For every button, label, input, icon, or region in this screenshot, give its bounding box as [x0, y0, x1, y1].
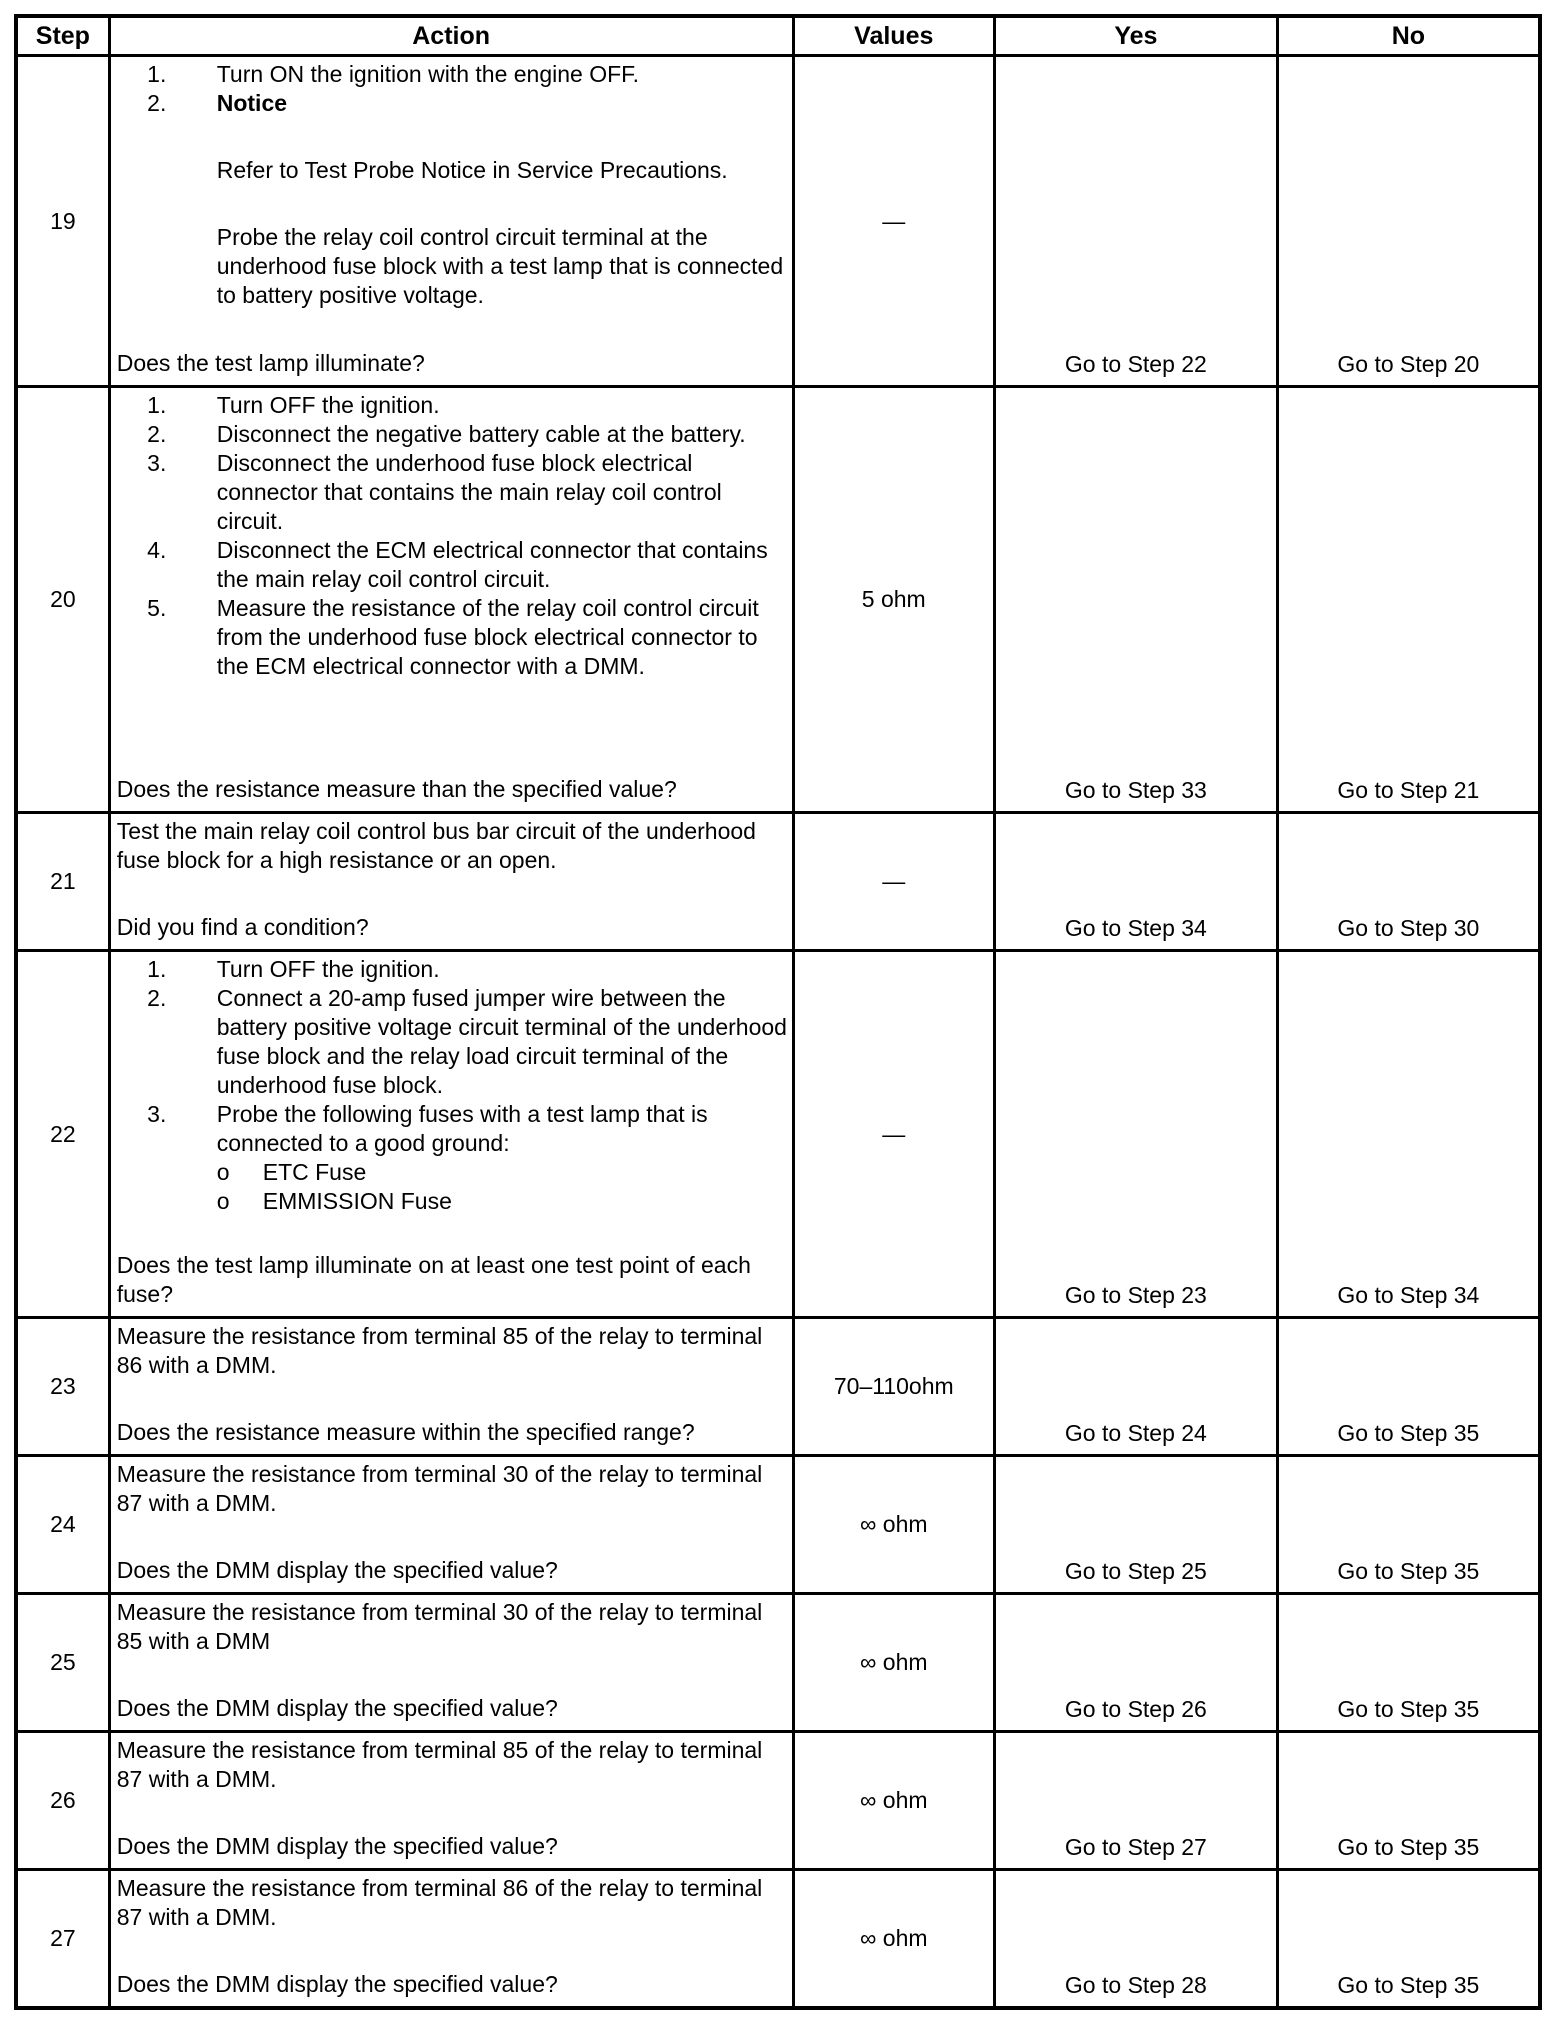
no-cell: Go to Step 20	[1277, 56, 1540, 387]
step-number: 27	[16, 1870, 109, 2008]
yes-cell: Go to Step 34	[995, 813, 1278, 951]
value-cell: —	[793, 813, 995, 951]
table-row	[16, 1456, 1540, 1594]
action-cell	[109, 1318, 793, 1456]
action-cell	[109, 1456, 793, 1594]
table-row	[16, 1732, 1540, 1870]
action-cell	[109, 387, 793, 813]
header-no: No	[1277, 16, 1540, 56]
table-row	[16, 951, 1540, 1318]
action-question: Does the DMM display the specified value?	[116, 1971, 558, 1997]
value-cell: —	[793, 56, 995, 387]
action-question: Does the DMM display the specified value?	[116, 1695, 558, 1721]
step-number: 24	[16, 1456, 109, 1594]
no-cell: Go to Step 35	[1277, 1732, 1540, 1870]
action-cell	[109, 813, 793, 951]
step-number: 21	[16, 813, 109, 951]
action-step	[173, 89, 788, 310]
action-step-text: Probe the following fuses with a test lamp that is connected to a good ground:	[216, 1101, 708, 1156]
value-cell: ∞ ohm	[793, 1870, 995, 2008]
table-row	[16, 56, 1540, 387]
action-text: Test the main relay coil control bus bar circuit of the underhood fuse block for a high resistance or an open.	[116, 818, 756, 873]
no-cell: Go to Step 30	[1277, 813, 1540, 951]
yes-cell: Go to Step 22	[995, 56, 1278, 387]
value-cell: —	[793, 951, 995, 1318]
action-text: Measure the resistance from terminal 85 of the relay to terminal 87 with a DMM.	[116, 1737, 763, 1792]
action-cell	[109, 1870, 793, 2008]
yes-cell: Go to Step 33	[995, 387, 1278, 813]
action-step: 2. Connect a 20-amp fused jumper wire between the battery positive voltage circuit terminal of the underhood fuse block and the relay load circuit terminal of the underhood fuse block.	[173, 984, 788, 1100]
action-step: 1. Turn ON the ignition with the engine OFF.	[173, 60, 788, 89]
action-step: 4. Disconnect the ECM electrical connector that contains the main relay coil control circuit.	[173, 536, 788, 594]
header-values: Values	[793, 16, 995, 56]
action-steps	[117, 955, 788, 1216]
action-step	[173, 1100, 788, 1216]
action-question: Does the DMM display the specified value?	[116, 1557, 558, 1583]
action-question: Did you find a condition?	[116, 914, 369, 940]
action-text: Measure the resistance from terminal 86 of the relay to terminal 87 with a DMM.	[116, 1875, 763, 1930]
table-row	[16, 1594, 1540, 1732]
header-row	[16, 16, 1540, 56]
table-row	[16, 1318, 1540, 1456]
yes-cell: Go to Step 28	[995, 1870, 1278, 2008]
value-cell: 5 ohm	[793, 387, 995, 813]
action-question: Does the resistance measure within the specified range?	[116, 1419, 695, 1445]
action-steps	[117, 60, 788, 310]
value-cell: 70–110ohm	[793, 1318, 995, 1456]
no-cell: Go to Step 35	[1277, 1870, 1540, 2008]
yes-cell: Go to Step 26	[995, 1594, 1278, 1732]
action-text: Measure the resistance from terminal 30 of the relay to terminal 87 with a DMM.	[116, 1461, 763, 1516]
notice-text: Refer to Test Probe Notice in Service Precautions.	[216, 157, 728, 183]
fuse-list	[117, 1158, 788, 1216]
step-number: 20	[16, 387, 109, 813]
no-cell: Go to Step 21	[1277, 387, 1540, 813]
action-cell	[109, 951, 793, 1318]
yes-cell: Go to Step 25	[995, 1456, 1278, 1594]
diagnostic-table	[14, 14, 1542, 2010]
action-step: 3. Disconnect the underhood fuse block electrical connector that contains the main relay coil control circuit.	[173, 449, 788, 536]
action-steps	[117, 391, 788, 681]
action-step: 2. Disconnect the negative battery cable at the battery.	[173, 420, 788, 449]
table-row	[16, 813, 1540, 951]
action-step: 1. Turn OFF the ignition.	[173, 391, 788, 420]
yes-cell: Go to Step 23	[995, 951, 1278, 1318]
no-cell: Go to Step 35	[1277, 1594, 1540, 1732]
header-action: Action	[109, 16, 793, 56]
step-number: 26	[16, 1732, 109, 1870]
action-cell	[109, 1732, 793, 1870]
step-number: 25	[16, 1594, 109, 1732]
step-number: 22	[16, 951, 109, 1318]
action-text: Measure the resistance from terminal 30 of the relay to terminal 85 with a DMM	[116, 1599, 763, 1654]
step-number: 19	[16, 56, 109, 387]
action-question: Does the resistance measure than the specified value?	[116, 776, 677, 802]
action-question: Does the test lamp illuminate?	[116, 350, 425, 376]
action-step: 5. Measure the resistance of the relay coil control circuit from the underhood fuse block electrical connector to the ECM electrical connector with a DMM.	[173, 594, 788, 681]
yes-cell: Go to Step 27	[995, 1732, 1278, 1870]
fuse-item: o ETC Fuse	[217, 1158, 788, 1187]
no-cell: Go to Step 35	[1277, 1456, 1540, 1594]
action-cell	[109, 1594, 793, 1732]
action-question: Does the test lamp illuminate on at least one test point of each fuse?	[116, 1252, 751, 1307]
yes-cell: Go to Step 24	[995, 1318, 1278, 1456]
action-text: Measure the resistance from terminal 85 of the relay to terminal 86 with a DMM.	[116, 1323, 763, 1378]
value-cell: ∞ ohm	[793, 1732, 995, 1870]
header-step: Step	[16, 16, 109, 56]
table-row	[16, 387, 1540, 813]
header-yes: Yes	[995, 16, 1278, 56]
table-row	[16, 1870, 1540, 2008]
step-number: 23	[16, 1318, 109, 1456]
no-cell: Go to Step 34	[1277, 951, 1540, 1318]
value-cell: ∞ ohm	[793, 1456, 995, 1594]
fuse-item: o EMMISSION Fuse	[217, 1187, 788, 1216]
action-cell	[109, 56, 793, 387]
notice-label: Notice	[216, 90, 288, 116]
value-cell: ∞ ohm	[793, 1594, 995, 1732]
probe-text: Probe the relay coil control circuit terminal at the underhood fuse block with a test lamp that is connected to battery positive voltage.	[216, 224, 784, 308]
action-step: 1. Turn OFF the ignition.	[173, 955, 788, 984]
action-question: Does the DMM display the specified value?	[116, 1833, 558, 1859]
no-cell: Go to Step 35	[1277, 1318, 1540, 1456]
